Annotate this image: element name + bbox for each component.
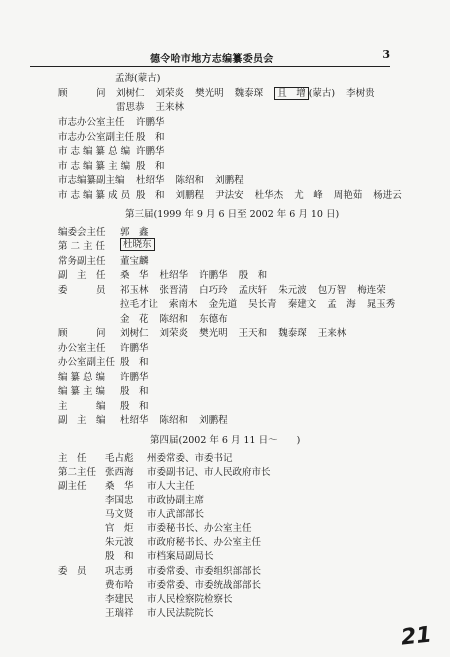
name-text: 包万智	[317, 285, 347, 296]
name-text: 殷 和	[105, 551, 134, 562]
names	[120, 412, 236, 426]
row-deputy-editor	[58, 172, 408, 186]
names	[120, 383, 157, 397]
role-label: 编 纂 总 编	[58, 372, 106, 383]
name-text: 王来林	[317, 328, 347, 339]
role-label: 编委会主任	[58, 227, 106, 238]
role-label: 常务副主任	[58, 256, 106, 267]
name-text: 许鹏华	[120, 343, 149, 354]
names	[120, 325, 354, 339]
name-text: 东德布	[199, 314, 228, 325]
name-text: 殷 和	[120, 357, 149, 368]
name-text: 刘鹏程	[199, 415, 228, 426]
names	[120, 267, 275, 281]
name-text: 尹法安	[215, 190, 244, 201]
name-text: 毛占彪	[105, 453, 134, 464]
name-text: 祁玉林	[120, 285, 149, 296]
name-text: 秦建文	[287, 299, 317, 310]
name-text: 尤 峰	[294, 190, 323, 201]
role-label: 市 志 编 纂 主 编	[58, 161, 131, 172]
name-text: 陈绍和	[159, 415, 189, 426]
name-text: 许鹏华	[120, 372, 149, 383]
name-text: 梅连荣	[357, 285, 386, 296]
third-term-title: 第三届(1999 年 9 月 6 日至 2002 年 6 月 10 日)	[125, 209, 340, 220]
name-text: 刘鹏程	[215, 175, 244, 186]
row-editor-3	[58, 383, 408, 397]
fourth-entry	[58, 605, 214, 619]
names	[136, 187, 410, 201]
name-text: 朱元波	[278, 285, 307, 296]
role-label: 市志办公室副主任	[58, 132, 135, 143]
name-text: 董宝麟	[120, 256, 149, 267]
row-committee-director	[58, 224, 408, 238]
role-label: 顾 问	[58, 328, 106, 339]
role-label: 第二主任	[58, 467, 97, 478]
names	[136, 114, 173, 128]
name-text: 金先道	[208, 299, 238, 310]
row-main-editor-3	[58, 398, 408, 412]
fourth-entry	[58, 478, 195, 492]
row-deputy-editors-3	[58, 412, 408, 426]
name-text: 郭 鑫	[120, 227, 149, 238]
names	[120, 282, 394, 296]
role-label: 副 主 编	[58, 415, 106, 426]
name-text: 刘树仁	[120, 328, 149, 339]
row-second-director	[58, 238, 408, 252]
names	[120, 238, 163, 251]
name-text: 索南木	[169, 299, 198, 310]
name-text: 李树贵	[346, 88, 375, 99]
fourth-entry	[58, 520, 252, 534]
row-office-deputy-3	[58, 354, 408, 368]
role-label: 顾 问	[58, 88, 106, 99]
name-text: 刘荣炎	[159, 328, 189, 339]
name-text: 杜绍华	[136, 175, 165, 186]
position-text: 市政协副主席	[147, 495, 205, 506]
fourth-entry	[58, 492, 204, 506]
name-text: 杜绍华	[120, 415, 149, 426]
names	[120, 398, 157, 412]
row-members-1	[58, 282, 438, 296]
row-advisors	[58, 325, 428, 339]
handwritten-page-number: 21	[400, 622, 434, 651]
fourth-entry	[58, 506, 204, 520]
name-text: 殷 和	[120, 401, 149, 412]
position-text: 市政府秘书长、办公室主任	[147, 537, 262, 548]
header-title: 德令哈市地方志编纂委员会	[150, 54, 274, 65]
name-text: 魏泰琛	[278, 328, 307, 339]
name-text: 杜华杰	[254, 190, 284, 201]
role-label: 副 主 任	[58, 270, 106, 281]
line-mengha	[115, 70, 160, 84]
role-label: 委 员	[58, 285, 106, 296]
role-label: 副主任	[58, 481, 87, 492]
name-text: 殷 和	[136, 161, 165, 172]
name-text: 王天和	[238, 328, 268, 339]
row-chief-editor	[58, 143, 408, 157]
name-text: 吴长青	[248, 299, 277, 310]
role-label: 主 任	[58, 453, 87, 464]
name-text: 费布哈	[105, 580, 134, 591]
row-editor	[58, 158, 408, 172]
name-text: 王来林	[155, 102, 185, 113]
row-office-director-3	[58, 340, 408, 354]
names	[120, 224, 157, 238]
name-text: 许鹏华	[199, 270, 228, 281]
name-text: 王瑞祥	[105, 608, 134, 619]
fourth-entry	[58, 577, 261, 591]
name-text: 官 炬	[105, 523, 134, 534]
name-text: 李建民	[105, 594, 134, 605]
page-header	[30, 50, 390, 67]
position-text: 市委常委、市委组织部部长	[147, 566, 262, 577]
position-text: 市人大主任	[147, 481, 195, 492]
names	[136, 143, 173, 157]
position-text: 市档案局副局长	[147, 551, 214, 562]
fourth-term-title: 第四届(2002 年 6 月 11 日～ )	[150, 435, 301, 446]
fourth-entry	[58, 548, 214, 562]
row-executive-deputy	[58, 253, 408, 267]
name-text: 李国忠	[105, 495, 134, 506]
names	[120, 311, 236, 325]
name-text: 晁玉秀	[366, 299, 396, 310]
position-text: 市委副书记、市人民政府市长	[147, 467, 271, 478]
role-label: 主 编	[58, 401, 106, 412]
name-text: 陈绍和	[159, 314, 189, 325]
name-text: (蒙古)	[308, 88, 336, 99]
names	[120, 340, 157, 354]
name-text: 殷 和	[136, 132, 165, 143]
position-text: 市人武部部长	[147, 509, 205, 520]
name-text: 殷 和	[120, 386, 149, 397]
advisors-row-2	[116, 99, 184, 113]
position-text: 州委常委、市委书记	[147, 453, 233, 464]
name-text: 巩志勇	[105, 566, 134, 577]
name-text: 雷思恭	[116, 102, 145, 113]
name-text: 张晋清	[159, 285, 189, 296]
role-label: 办公室副主任	[58, 357, 116, 368]
names	[120, 369, 157, 383]
row-members	[58, 187, 428, 201]
name-text: 刘树仁	[116, 88, 145, 99]
position-text: 市人民法院院长	[147, 608, 214, 619]
role-label: 市志编纂副主编	[58, 175, 125, 186]
name-text: 张西海	[105, 467, 134, 478]
role-label: 市志办公室主任	[58, 117, 125, 128]
names	[120, 296, 403, 310]
role-label: 第 二 主 任	[58, 241, 106, 252]
role-label: 市 志 编 纂 总 编	[58, 146, 131, 157]
fourth-entry	[58, 534, 261, 548]
name-text: 殷 和	[238, 270, 268, 281]
boxed-name: 杜晓东	[120, 238, 155, 251]
name-text: 刘荣炎	[155, 88, 185, 99]
name-text: 刘鹏程	[175, 190, 205, 201]
names	[136, 158, 173, 172]
name-text: 樊光明	[199, 328, 228, 339]
name-text: 魏泰琛	[234, 88, 264, 99]
role-label: 编 纂 主 编	[58, 386, 106, 397]
name-text: 孟 海	[327, 299, 356, 310]
position-text: 市委常委、市委统战部部长	[147, 580, 262, 591]
position-text: 市人民检察院检察长	[147, 594, 233, 605]
name-text: 陈绍和	[175, 175, 205, 186]
fourth-entry	[58, 591, 233, 605]
name-text: 许鹏华	[136, 146, 165, 157]
fourth-entry	[58, 464, 271, 478]
row-chief-editor-3	[58, 369, 408, 383]
page-number: 3	[382, 48, 390, 61]
name-text: 金 花	[120, 314, 149, 325]
name-text: 马文贤	[105, 509, 134, 520]
position-text: 市委秘书长、办公室主任	[147, 523, 252, 534]
row-deputy-directors	[58, 267, 408, 281]
name-text: 朱元波	[105, 537, 134, 548]
name-text: 樊光明	[195, 88, 224, 99]
names	[120, 253, 157, 267]
role-label: 委 员	[58, 566, 87, 577]
names	[120, 354, 157, 368]
advisor-names	[116, 85, 383, 100]
fourth-entry	[58, 563, 261, 577]
role-label: 市 志 编 纂 成 员	[58, 190, 131, 201]
name-text: 殷 和	[136, 190, 165, 201]
boxed-name: 且 增	[274, 87, 309, 100]
name-text: 孟海(蒙古)	[115, 73, 161, 84]
row-office-director	[58, 114, 408, 128]
name-text: 白巧玲	[199, 285, 228, 296]
row-members-3	[58, 311, 408, 325]
fourth-entry	[58, 450, 233, 464]
name-text: 孟庆轩	[238, 285, 268, 296]
name-text: 许鹏华	[136, 117, 165, 128]
name-text: 周艳茹	[333, 190, 363, 201]
advisors-row-1	[58, 85, 408, 99]
name-text: 杨进云	[373, 190, 402, 201]
names	[136, 172, 252, 186]
name-text: 杜绍华	[159, 270, 189, 281]
row-members-2	[58, 296, 438, 310]
role-label: 办公室主任	[58, 343, 106, 354]
row-office-deputy	[58, 129, 408, 143]
name-text: 桑 华	[120, 270, 149, 281]
name-text: 拉毛才让	[120, 299, 159, 310]
name-text: 桑 华	[105, 481, 134, 492]
names	[136, 129, 173, 143]
